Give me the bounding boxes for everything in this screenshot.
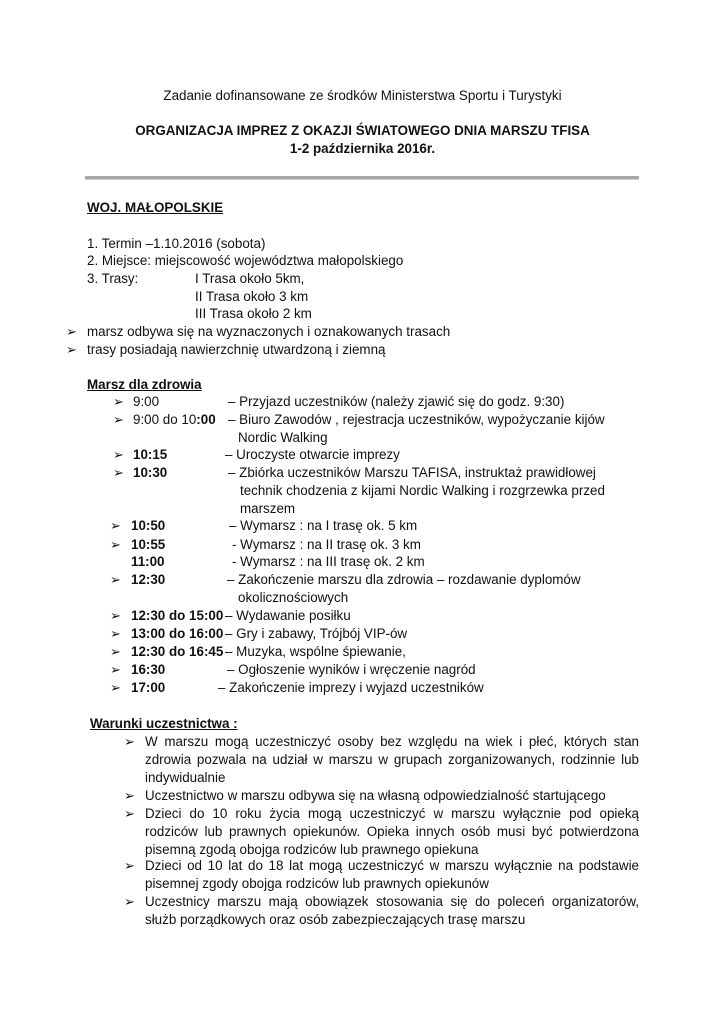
arrow-bullet-icon: ➢ bbox=[66, 324, 77, 339]
route-item: III Trasa około 2 km bbox=[195, 306, 312, 321]
arrow-bullet-icon: ➢ bbox=[66, 342, 77, 357]
schedule-text: – Zakończenie marszu dla zdrowia – rozdawanie dyplomów bbox=[227, 572, 581, 587]
schedule-time: 16:30 bbox=[131, 662, 166, 677]
arrow-bullet-icon: ➢ bbox=[110, 572, 121, 587]
arrow-bullet-icon: ➢ bbox=[110, 644, 121, 659]
condition-item: Dzieci do 10 roku życia mogą uczestniczyć w marszu wyłącznie pod opieką rodziców lub prawnych opiekunów. Opieka innych osób musi być potwierdzona pisemną zgodą obojga rodziców lub prawnego opiekuna bbox=[145, 806, 639, 857]
schedule-time: 10:15 bbox=[133, 447, 168, 462]
arrow-bullet-icon: ➢ bbox=[110, 608, 121, 623]
schedule-text: – Wymarsz : na I trasę ok. 5 km bbox=[229, 518, 418, 533]
schedule-text: – Ogłoszenie wyników i wręczenie nagród bbox=[227, 662, 476, 677]
schedule-text: - Wymarsz : na III trasę ok. 2 km bbox=[232, 554, 425, 569]
schedule-text: – Przyjazd uczestników (należy zjawić się do godz. 9:30) bbox=[228, 394, 565, 409]
header-divider bbox=[85, 176, 639, 180]
schedule-time: 9:00 do 10:00 bbox=[133, 412, 216, 427]
page-title: ORGANIZACJA IMPREZ Z OKAZJI ŚWIATOWEGO DNIA MARSZU TFISA bbox=[135, 123, 590, 138]
arrow-bullet-icon: ➢ bbox=[110, 680, 121, 695]
schedule-text: – Zakończenie imprezy i wyjazd uczestników bbox=[218, 680, 484, 695]
schedule-time: 10:55 bbox=[131, 537, 166, 552]
schedule-time: 9:00 bbox=[133, 394, 160, 409]
arrow-bullet-icon: ➢ bbox=[124, 806, 135, 821]
route-item: I Trasa około 5km, bbox=[195, 271, 305, 286]
arrow-bullet-icon: ➢ bbox=[124, 858, 135, 873]
schedule-heading: Marsz dla zdrowia bbox=[87, 377, 202, 392]
condition-item: Dzieci od 10 lat do 18 lat mogą uczestniczyć w marszu wyłącznie na podstawie pisemnej zgody obojga rodziców lub prawnych opiekunów bbox=[145, 858, 639, 891]
place-line: 2. Miejsce: miejscowość województwa małopolskiego bbox=[87, 253, 404, 268]
term-line: 1. Termin –1.10.2016 (sobota) bbox=[87, 236, 266, 251]
schedule-time: 10:50 bbox=[131, 518, 166, 533]
arrow-bullet-icon: ➢ bbox=[110, 626, 121, 641]
schedule-text: – Gry i zabawy, Trójbój VIP-ów bbox=[225, 626, 408, 641]
funding-note: Zadanie dofinansowane ze środków Ministerstwa Sportu i Turystyki bbox=[163, 88, 562, 103]
condition-item: Uczestnicy marszu mają obowiązek stosowania się do poleceń organizatorów, służb porządkowych oraz osób zabezpieczających trasę marszu bbox=[145, 894, 639, 927]
arrow-bullet-icon: ➢ bbox=[124, 734, 135, 749]
schedule-text: – Uroczyste otwarcie imprezy bbox=[225, 447, 400, 462]
schedule-time: 10:30 bbox=[133, 465, 168, 480]
schedule-text: – Zbiórka uczestników Marszu TAFISA, instruktaż prawidłowej bbox=[228, 465, 596, 480]
schedule-text: – Wydawanie posiłku bbox=[225, 608, 351, 623]
route-item: II Trasa około 3 km bbox=[195, 289, 309, 304]
schedule-time: 12:30 bbox=[131, 572, 166, 587]
schedule-text: – Biuro Zawodów , rejestracja uczestników, wypożyczanie kijów bbox=[228, 412, 605, 427]
conditions-heading: Warunki uczestnictwa : bbox=[90, 716, 238, 731]
schedule-time: 17:00 bbox=[131, 680, 166, 695]
condition-item: Uczestnictwo w marszu odbywa się na własną odpowiedzialność startującego bbox=[145, 788, 606, 803]
region-heading: WOJ. MAŁOPOLSKIE bbox=[87, 200, 224, 215]
schedule-time: 12:30 do 15:00 bbox=[131, 608, 224, 623]
arrow-bullet-icon: ➢ bbox=[113, 465, 124, 480]
note-item: marsz odbywa się na wyznaczonych i oznakowanych trasach bbox=[87, 324, 451, 339]
schedule-text: – Muzyka, wspólne śpiewanie, bbox=[225, 644, 406, 659]
arrow-bullet-icon: ➢ bbox=[113, 447, 124, 462]
arrow-bullet-icon: ➢ bbox=[113, 412, 124, 427]
schedule-time: 12:30 do 16:45 bbox=[131, 644, 224, 659]
schedule-time: 13:00 do 16:00 bbox=[131, 626, 224, 641]
note-item: trasy posiadają nawierzchnię utwardzoną i ziemną bbox=[87, 342, 386, 357]
arrow-bullet-icon: ➢ bbox=[110, 518, 121, 533]
schedule-text: - Wymarsz : na II trasę ok. 3 km bbox=[232, 537, 421, 552]
arrow-bullet-icon: ➢ bbox=[124, 894, 135, 909]
schedule-text: technik chodzenia z kijami Nordic Walking i rozgrzewka przed bbox=[240, 483, 605, 498]
arrow-bullet-icon: ➢ bbox=[124, 788, 135, 803]
schedule-text: Nordic Walking bbox=[238, 430, 328, 445]
schedule-text: marszem bbox=[240, 501, 296, 516]
condition-item: W marszu mogą uczestniczyć osoby bez względu na wiek i płeć, których stan zdrowia pozwala na udział w marszu w grupach zorganizowanych, rodzinnie lub indywidualnie bbox=[145, 734, 639, 785]
schedule-text: okolicznościowych bbox=[238, 590, 349, 605]
arrow-bullet-icon: ➢ bbox=[110, 662, 121, 677]
arrow-bullet-icon: ➢ bbox=[110, 537, 121, 552]
arrow-bullet-icon: ➢ bbox=[113, 394, 124, 409]
routes-label: 3. Trasy: bbox=[87, 271, 139, 286]
schedule-time: 11:00 bbox=[131, 554, 165, 569]
event-date: 1-2 października 2016r. bbox=[289, 141, 436, 156]
